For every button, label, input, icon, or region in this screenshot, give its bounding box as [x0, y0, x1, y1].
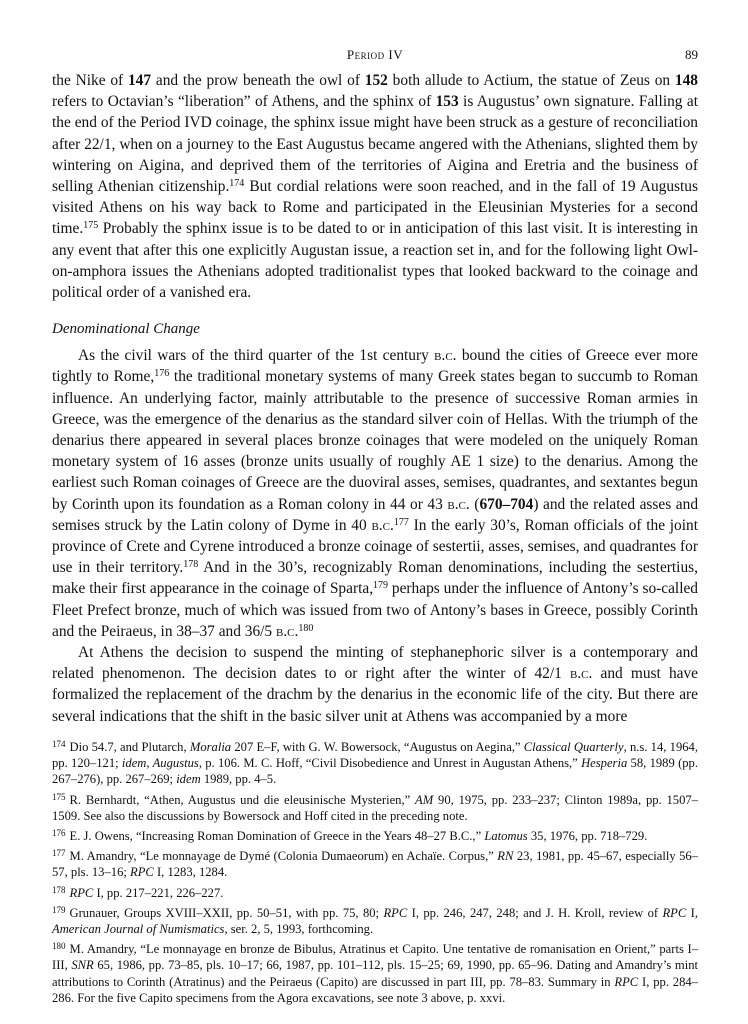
footnote-174: $^{174}$ Dio 54.7, and Plutarch, Moralia 207 E–F, with G. W. Bowersock, “Augustus on Aegina,” Classical Quarterly, n.s. 14, 1964, pp. 120–121; idem, Augustus, p. 106. M. C. Hoff, “Civil Disobedience and Unrest in Augustan Athens,” Hesperia 58, 1989 (pp. 267–276), pp. 267–269; idem 1989, pp. 4–5. — [52, 738, 699, 787]
footnote-176: $^{176}$ E. J. Owens, “Increasing Roman Domination of Greece in the Years 48–27 B.C.,” Latomus 35, 1976, pp. 718–729. — [52, 827, 648, 843]
footnote-ref-175[interactable]: 175 — [83, 220, 99, 232]
footnote-179: $^{179}$ Grunauer, Groups XVIII–XXII, pp. 50–51, with pp. 75, 80; RPC I, pp. 246, 247, 248; and J. H. Kroll, review of RPC I, American Journal of Numismatics, ser. 2, 5, 1993, forthcoming. — [52, 904, 699, 936]
paragraph-1: the Nike of 147 and the prow beneath the owl of 152 both allude to Actium, the statue of Zeus on 148 refers to Octavian’s “liberation” of Athens, and the sphinx of 153 is Augustus’ own signature. Falling at the end of the Period IVD coinage, the sphinx issue might have been struck as a gesture of reconciliation after 22/1, when on a journey to the East Augustus became angered with the Athenians, slighted them by wintering on Aigina, and deprived them of the territories of Aigina and Eretria and the business of selling Athenian citizenship.$^{174}$ But cordial relations were soon reached, and in the fall of 19 Augustus visited Athens on his way back to Rome and participated in the Eleusinian Mysteries for a second time.$^{175}$ Probably the sphinx issue is to be dated to or in anticipation of this last visit. It is interesting in any event that after this one explicitly Augustan issue, a reaction set in, and for the following light Owl-on-amphora issues the Athenians adopted traditionalist types that looked backward to the coinage and political order of a vanished era. — [52, 72, 698, 302]
footnotes — [52, 739, 698, 1006]
section-heading: Denominational Change — [52, 321, 200, 338]
coin-ref: 152 — [364, 72, 388, 89]
main-text — [52, 70, 698, 727]
page-header — [52, 0, 698, 70]
page — [52, 0, 698, 1010]
coin-ref: 147 — [127, 72, 152, 89]
footnote-175: $^{175}$ R. Bernhardt, “Athen, Augustus und die eleusinische Mysterien,” AM 90, 1975, pp. 233–237; Clinton 1989a, pp. 1507–1509. See also the discussions by Bowersock and Hoff cited in the preceding note. — [52, 791, 698, 823]
paragraph-3: At Athens the decision to suspend the minting of stephanephoric silver is a contemporary and related phenomenon. The decision dates to or right after the winter of 42/1 b.c. and must have formalized the replacement of the drachm by the denarius in the economic life of the city. But there are several indications that the shift in the basic silver unit at Athens was accompanied by a more — [52, 644, 698, 725]
footnote-ref-178[interactable]: 178 — [183, 559, 199, 571]
coin-ref: 670–704 — [479, 495, 534, 513]
coin-ref: 153 — [435, 93, 459, 111]
footnote-ref-179[interactable]: 179 — [373, 580, 389, 592]
paragraph-2: As the civil wars of the third quarter of the 1st century b.c. bound the cities of Greece ever more tightly to Rome,$^{176}$ the traditional monetary systems of many Greek states began to succumb to Roman influence. An underlying factor, mainly attributable to the presence of successive Roman armies in Greece, was the emergence of the denarius as the standard silver coin of Hellas. With the triumph of the denarius there appeared in several places bronze coinages that were modeled on the uniquely Roman monetary system of 16 asses (bronze units usually of roughly AE 1 size) to the denarius. Among the earliest such Roman coinages of Greece are the duoviral asses, semises, quadrantes, and sextantes begun by Corinth upon its foundation as a Roman colony in 44 or 43 b.c. (670–704) and the related asses and semises struck by the Latin colony of Dyme in 40 b.c.$^{177}$ In the early 30’s, Roman officials of the joint province of Crete and Cyrene introduced a bronze coinage of sestertii, asses, semises, and quadrantes for use in their territory.$^{178}$ And in the 30’s, recognizably Roman denominations, including the sestertius, make their first appearance in the coinage of Sparta,$^{179}$ perhaps under the influence of Antony’s so-called Fleet Prefect bronze, much of which was issued from two of Antony’s bases in Greece, possibly Corinth and the Peiraeus, in 38–37 and 36/5 b.c.$^{180}$ — [52, 347, 699, 640]
footnote-177: $^{177}$ M. Amandry, “Le monnayage de Dymé (Colonia Dumaeorum) en Achaïe. Corpus,” RN 23, 1981, pp. 45–67, especially 56–57, pls. 13–16; RPC I, 1283, 1284. — [52, 848, 698, 880]
footnote-ref-176[interactable]: 176 — [154, 368, 170, 380]
footnote-ref-177[interactable]: 177 — [393, 516, 409, 528]
footnote-178: $^{178}$ RPC I, pp. 217–221, 226–227. — [52, 884, 224, 900]
footnote-ref-174[interactable]: 174 — [229, 178, 245, 190]
page-number: 89 — [685, 47, 698, 62]
running-head: Period IV — [346, 47, 404, 62]
footnote-ref-180[interactable]: 180 — [298, 622, 314, 634]
footnote-180: $^{180}$ M. Amandry, “Le monnayage en bronze de Bibulus, Atratinus et Capito. Une tentative de romanisation en Orient,” parts I–III, SNR 65, 1986, pp. 73–85, pls. 10–17; 66, 1987, pp. 101–112, pls. 15–25; 69, 1990, pp. 65–96. Dating and Amandry’s mint attributions to Corinth (Atratinus) and the Peiraeus (Capito) are discussed in part III, pp. 78–83. Summary in RPC I, pp. 284–286. For the five Capito specimens from the Agora excavations, see note 3 above, p. xxvi. — [52, 941, 698, 1005]
coin-ref: 148 — [674, 72, 698, 89]
